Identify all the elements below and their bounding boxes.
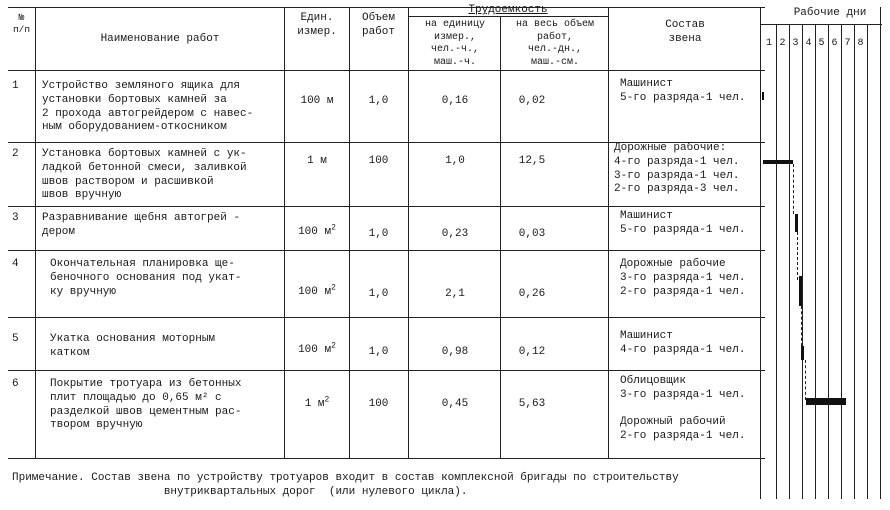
row-crew: Машинист 5-го разряда-1 чел. xyxy=(620,210,746,236)
gantt-bar-task-2 xyxy=(763,160,793,164)
row-per-unit: 0,98 xyxy=(441,346,469,358)
row-unit: 100 $м^2$ xyxy=(298,223,336,238)
header-num: № п/п xyxy=(12,12,31,35)
row-volume: 100 xyxy=(368,155,389,167)
row-num: 3 xyxy=(12,212,19,224)
header-name: Наименование работ xyxy=(100,33,220,45)
row-name: Окончательная планировка ще- беночного основания под укат- ку вручную xyxy=(50,258,242,298)
day-number: 4 xyxy=(805,38,812,49)
row-total: 0,26 xyxy=(518,288,546,300)
row-per-unit: 1,0 xyxy=(445,155,465,167)
gantt-bar-task-4 xyxy=(799,276,802,306)
row-crew: Облицовщик 3-го разряда-1 чел. Дорожный рабочий 2-го разряда-1 чел. xyxy=(620,375,746,442)
header-total: на весь объем работ, чел.-дн., маш.-см. xyxy=(515,19,594,68)
gantt-bar-task-6 xyxy=(806,398,846,405)
header-volume: Объем работ xyxy=(361,12,395,38)
day-number: 1 xyxy=(765,38,772,49)
row-unit: 1 м xyxy=(307,155,327,167)
row-num: 2 xyxy=(12,148,19,160)
gantt-link xyxy=(797,232,798,280)
day-number: 2 xyxy=(779,38,786,49)
row-per-unit: 0,45 xyxy=(441,398,469,410)
row-crew: Машинист 5-го разряда-1 чел. xyxy=(620,78,746,104)
row-crew: Дорожные рабочие: 4-го разряда-1 чел. 3-го разряда-1 чел. 2-го разряда-3 чел. xyxy=(614,142,740,196)
row-unit: 100 м xyxy=(300,95,334,107)
row-unit: 100 $м^2$ xyxy=(298,341,336,356)
gantt-bar-task-5 xyxy=(801,346,804,360)
row-name: Устройство земляного ящика для установки бортовых камней за 2 прохода автогрейдером с навес- ным оборудованием-откосником xyxy=(42,80,254,134)
row-crew: Дорожные рабочие 3-го разряда-1 чел. 2-го разряда-1 чел. xyxy=(620,258,746,298)
row-unit: 100 $м^2$ xyxy=(298,283,336,298)
row-num: 6 xyxy=(12,378,19,390)
row-total: 12,5 xyxy=(518,155,546,167)
day-number: 5 xyxy=(818,38,825,49)
row-name: Укатка основания моторным катком xyxy=(50,333,216,359)
gantt-link xyxy=(793,164,794,214)
row-volume: 1,0 xyxy=(368,95,389,107)
row-num: 5 xyxy=(12,333,19,345)
gantt-link xyxy=(801,306,802,346)
footnote: Примечание. Состав звена по устройству тротуаров входит в состав комплексной бригады по строительству внутриквартальных дорог (или нулевого цикла). xyxy=(12,472,679,498)
row-per-unit: 0,16 xyxy=(441,95,469,107)
row-volume: 1,0 xyxy=(368,228,389,240)
row-unit: 1 $м^2$ xyxy=(304,395,330,410)
header-per-unit: на единицу измер., чел.-ч., маш.-ч. xyxy=(424,19,485,68)
day-number: 7 xyxy=(844,38,851,49)
gantt-link xyxy=(805,360,806,400)
row-total: 0,02 xyxy=(518,95,546,107)
gantt-bar-task-3 xyxy=(795,214,798,232)
row-name: Установка бортовых камней с ук- ладкой бетонной смеси, заливкой швов раствором и расшивкой швов вручную xyxy=(42,148,247,202)
gantt-bar-task-1 xyxy=(762,92,764,100)
row-name: Разравнивание щебня автогрей - дером xyxy=(42,212,241,238)
row-num: 4 xyxy=(12,258,19,270)
row-total: 5,63 xyxy=(518,398,546,410)
row-per-unit: 0,23 xyxy=(441,228,469,240)
row-total: 0,03 xyxy=(518,228,546,240)
row-total: 0,12 xyxy=(518,346,546,358)
row-num: 1 xyxy=(12,80,19,92)
row-volume: 1,0 xyxy=(368,346,389,358)
header-days: Рабочие дни xyxy=(793,7,867,19)
row-volume: 100 xyxy=(368,398,389,410)
header-unit: Един. измер. xyxy=(297,12,337,38)
day-number: 6 xyxy=(831,38,838,49)
row-name: Покрытие тротуара из бетонных плит площадью до 0,65 м² с разделкой швов цементным рас- твором вручную xyxy=(50,378,242,432)
day-number: 8 xyxy=(857,38,864,49)
header-labor: Трудоемкость xyxy=(468,4,548,16)
row-per-unit: 2,1 xyxy=(445,288,465,300)
row-crew: Машинист 4-го разряда-1 чел. xyxy=(620,330,746,356)
day-number: 3 xyxy=(792,38,799,49)
header-crew: Состав звена xyxy=(665,19,705,45)
row-volume: 1,0 xyxy=(368,288,389,300)
